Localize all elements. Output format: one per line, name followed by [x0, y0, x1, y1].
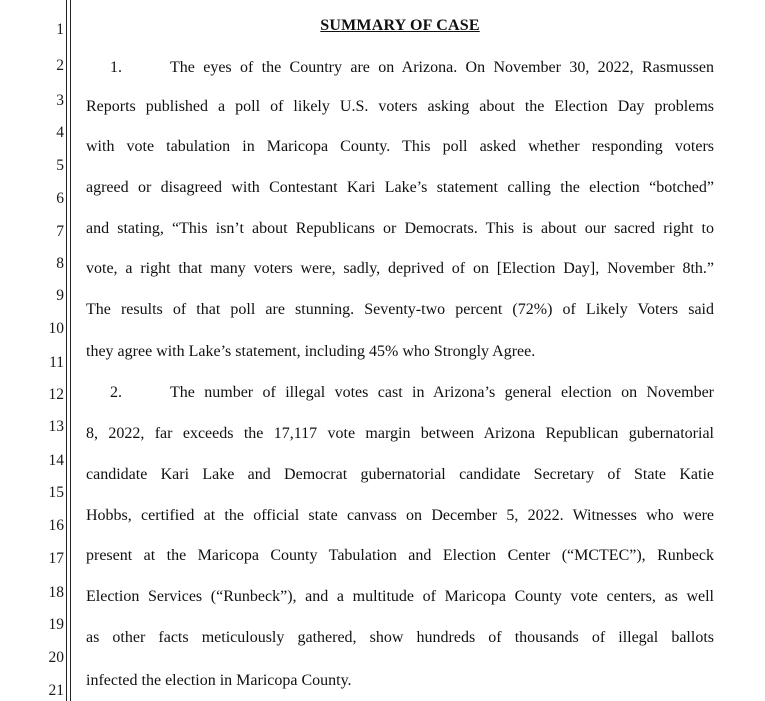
line-number: 9 — [56, 287, 64, 304]
line-number: 12 — [48, 386, 64, 403]
line-number: 20 — [48, 649, 64, 666]
paragraph-line: The results of that poll are stunning. Seventy-two percent (72%) of Likely Voters said — [86, 301, 714, 318]
line-number: 21 — [48, 682, 64, 699]
paragraph-line: candidate Kari Lake and Democrat gubernatorial candidate Secretary of State Katie — [86, 466, 714, 483]
line-number: 16 — [48, 517, 64, 534]
paragraph-line: The eyes of the Country are on Arizona. On November 30, 2022, Rasmussen — [170, 59, 714, 76]
paragraph-line: agreed or disagreed with Contestant Kari Lake’s statement calling the election “botched” — [86, 179, 714, 196]
line-number: 14 — [48, 452, 64, 469]
line-number: 6 — [56, 190, 64, 207]
line-number: 3 — [56, 92, 64, 109]
paragraph-line: and stating, “This isn’t about Republicans or Democrats. This is about our sacred right to — [86, 220, 714, 237]
paragraph-line: as other facts meticulously gathered, show hundreds of thousands of illegal ballots — [86, 629, 714, 646]
line-number: 1 — [56, 21, 64, 38]
paragraph-line: Hobbs, certified at the official state canvass on December 5, 2022. Witnesses who were — [86, 507, 714, 524]
line-number: 4 — [56, 124, 64, 141]
paragraph-line: 8, 2022, far exceeds the 17,117 vote margin between Arizona Republican gubernatorial — [86, 425, 714, 442]
paragraph-line: they agree with Lake’s statement, including 45% who Strongly Agree. — [86, 343, 536, 360]
paragraph-line: The number of illegal votes cast in Arizona’s general election on November — [170, 384, 714, 401]
paragraph-line: Election Services (“Runbeck”), and a multitude of Maricopa County vote centers, as well — [86, 588, 714, 605]
paragraph-number: 2. — [110, 384, 122, 401]
line-number: 15 — [48, 484, 64, 501]
line-number: 18 — [48, 584, 64, 601]
paragraph-line: Reports published a poll of likely U.S. voters asking about the Election Day problems — [86, 98, 714, 115]
line-number: 13 — [48, 418, 64, 435]
section-heading: SUMMARY OF CASE — [320, 17, 480, 34]
margin-rule — [66, 0, 67, 701]
margin-rule — [70, 0, 71, 701]
line-number: 10 — [48, 320, 64, 337]
line-number: 8 — [56, 255, 64, 272]
paragraph-line: present at the Maricopa County Tabulation and Election Center (“MCTEC”), Runbeck — [86, 547, 714, 564]
paragraph-line: infected the election in Maricopa County. — [86, 672, 352, 689]
line-number-gutter — [0, 0, 66, 701]
line-number: 7 — [56, 223, 64, 240]
paragraph-line: with vote tabulation in Maricopa County. This poll asked whether responding voters — [86, 138, 714, 155]
line-number: 11 — [49, 354, 64, 371]
line-number: 17 — [48, 550, 64, 567]
paragraph-line: vote, a right that many voters were, sadly, deprived of on [Election Day], November 8th.” — [86, 260, 714, 277]
line-number: 2 — [56, 57, 64, 74]
line-number: 5 — [56, 157, 64, 174]
line-number: 19 — [48, 616, 64, 633]
paragraph-number: 1. — [110, 59, 122, 76]
